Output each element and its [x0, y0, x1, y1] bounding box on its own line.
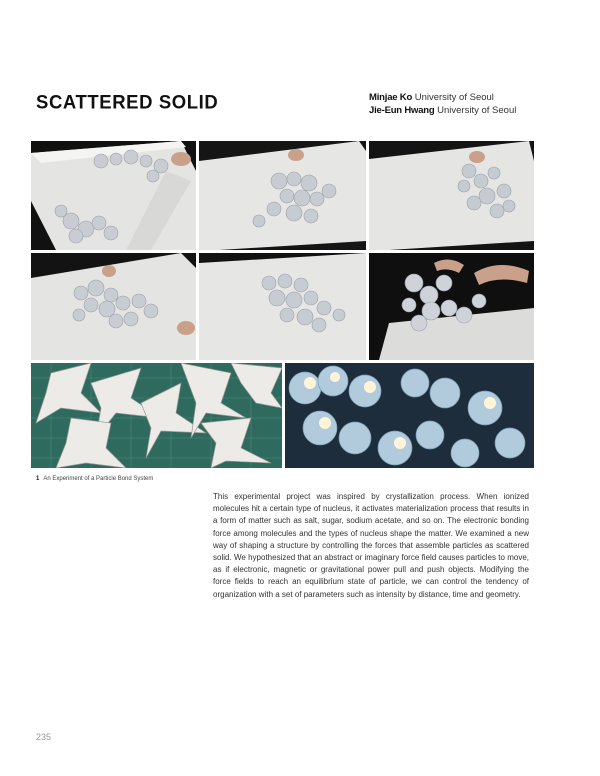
- author-name: Jie-Eun Hwang: [369, 105, 435, 116]
- figure-photo-tray-3: [369, 141, 534, 250]
- figure-photo-tray-4: [31, 253, 196, 360]
- author-line: [369, 104, 516, 117]
- abstract-paragraph: This experimental project was inspired by crystallization process. When ionized molecules hit a certain type of nucleus, it activates materialization process that results in a form of matter such as salt, sugar, sodium acetate, and so on. The electronic bonding force among molecules and the types of nucleus shape the matter. We examined a new way of shaping a structure by controlling the forces that assemble particles as scattered solid. We hypothesized that an abstract or imaginary force field causes particles to move, as if electronic, magnetic or gravitational power pull and push objects. Modifying the force fields to reach an equilibrium state of particle, we can control the tendency of organization with a set of parameters such as intensity by distance, time and geometry.: [213, 492, 529, 599]
- figure-photo-tray-5: [199, 253, 366, 360]
- author-line: [369, 91, 516, 104]
- author-affiliation: University of Seoul: [414, 92, 494, 103]
- figure-photo-lit-particles: [285, 363, 534, 468]
- figure-photo-tray-1: [31, 141, 196, 250]
- figure-caption: [36, 476, 153, 482]
- author-block: [369, 91, 516, 117]
- paper-title: SCATTERED SOLID: [36, 90, 219, 113]
- figure-photo-hands-assembly: [369, 253, 534, 360]
- author-name: Minjae Ko: [369, 92, 413, 103]
- author-affiliation: University of Seoul: [437, 105, 517, 116]
- figure-photo-tray-2: [199, 141, 366, 250]
- figure-photo-paper-model: [31, 363, 282, 468]
- figure-number: 1: [36, 476, 40, 482]
- figure-caption-text: An Experiment of a Particle Bond System: [43, 476, 154, 482]
- page-number: 235: [36, 732, 52, 742]
